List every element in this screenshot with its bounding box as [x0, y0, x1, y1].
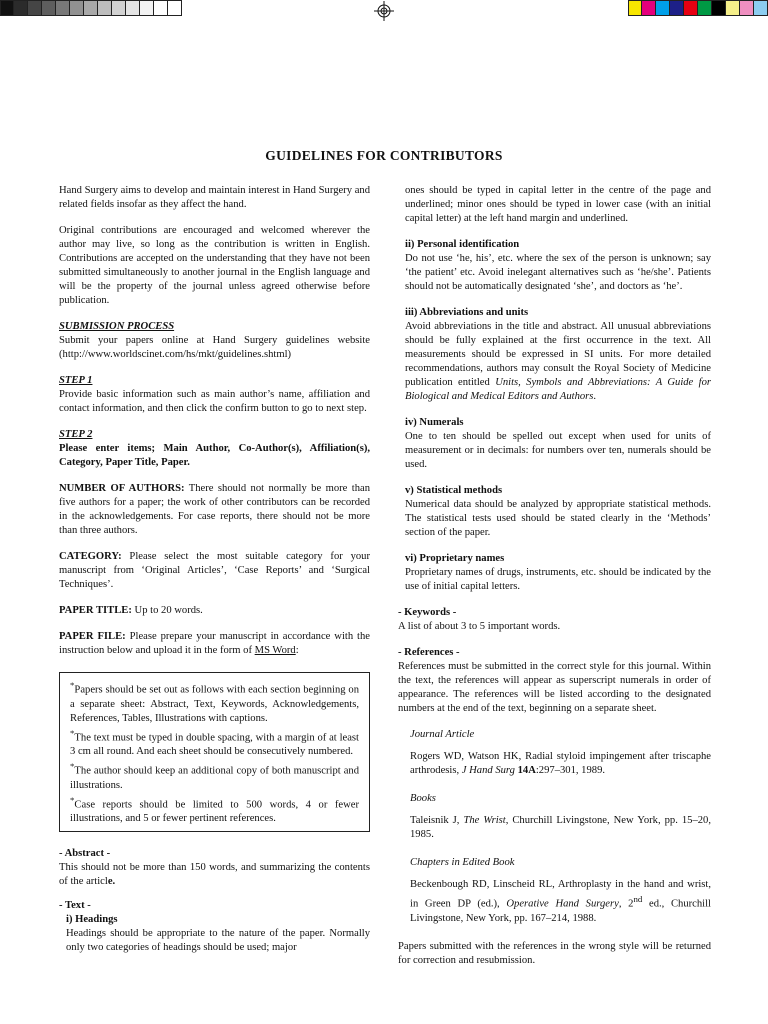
journal-article-example [410, 750, 711, 778]
color-swatch [642, 0, 656, 16]
step1-section [59, 374, 370, 416]
numerals-section [398, 416, 711, 472]
references-section [398, 646, 711, 716]
left-column [59, 184, 370, 955]
abstract-section [59, 847, 370, 889]
box-item [70, 793, 359, 827]
abbrev-heading: iii) Abbreviations and units [405, 307, 529, 318]
color-swatch [712, 0, 726, 16]
category-text: Please select the most suitable category for your manuscript from ‘Original Articles’, ‘Case Reports’ and ‘Surgical Techniques’. [59, 551, 370, 590]
box-bullet: * [70, 794, 75, 805]
stats-text: Numerical data should be analyzed by appropriate statistical methods. The statistical tests used should be stated clearly in the ‘Methods’ section of the paper. [405, 499, 711, 538]
gray-swatch [14, 0, 28, 16]
ref-book-title: The Wrist [463, 815, 506, 826]
ref-journal-name: J Hand Surg [461, 765, 515, 776]
step1-text: Provide basic information such as main author’s name, affiliation and contact information, and then click the confirm button to go to next step. [59, 389, 370, 414]
personal-section [398, 238, 711, 294]
names-heading: vi) Proprietary names [405, 553, 505, 564]
color-swatch [670, 0, 684, 16]
gray-swatch [0, 0, 14, 16]
step2-heading: STEP 2 [59, 429, 93, 440]
step2-section [59, 428, 370, 470]
gray-swatch [126, 0, 140, 16]
paper-file-text: Please prepare your manuscript in accordance with the instruction below and upload it in the form of [59, 631, 370, 656]
box-item-text: The text must be typed in double spacing, with a margin of at least 3 cm all round. And each sheet should be consecutively numbered. [70, 732, 359, 758]
references-text: References must be submitted in the correct style for this journal. Within the text, the references will appear as superscript numerals in order of appearance. The references will be listed according to the designated numbers at the end of the text, beginning on a separate sheet. [398, 661, 711, 714]
grayscale-calibration-bar [0, 0, 182, 16]
color-calibration-bar [628, 0, 768, 16]
abbrev-section [398, 306, 711, 404]
abbrev-text: Avoid abbreviations in the title and abstract. All unusual abbreviations should be fully explained at the first occurrence in the text. All measurements should be expressed in SI units. For more detailed recommendations, authors may consult the Royal Society of Medicine publication entitled [405, 321, 711, 388]
paper-file-section [59, 630, 370, 658]
intro-paragraph: Original contributions are encouraged and welcomed wherever the author may live, so long as the contribution is written in English. Contributions are accepted on the understanding that they have not been submitted simultaneously to another journal in the English language and will be the property of the journal unless agreed otherwise before publication. [59, 225, 370, 306]
gray-swatch [42, 0, 56, 16]
gray-swatch [140, 0, 154, 16]
abstract-heading: - Abstract - [59, 848, 111, 860]
ref-edition-suffix: nd [633, 894, 643, 904]
gray-swatch [98, 0, 112, 16]
authors-section [59, 482, 370, 538]
gray-swatch [28, 0, 42, 16]
paper-file-end: : [295, 645, 299, 656]
ref-publisher: ed., Churchill Livingstone, New York, pp. 167–214, 1988. [410, 898, 711, 924]
abstract-text: This should not be more than 150 words, and summarizing the contents of the articl [59, 862, 370, 888]
box-bullet: * [70, 727, 75, 738]
headings-continued: ones should be typed in capital letter in the centre of the page and underlined; minor ones should be typed in lower case (with an initial capital letter) at the left hand margin and underlined. [405, 185, 711, 224]
ref-text: Beckenbough RD, Linscheid RL, Arthroplasty in the hand and wrist, in Green DP (ed.), [410, 879, 711, 910]
paper-title-section [59, 604, 370, 618]
abbrev-italic: Units, Symbols and Abbreviations: A Guide for Biological and Medical Editors and Authors [405, 377, 711, 402]
gray-swatch [56, 0, 70, 16]
color-swatch [740, 0, 754, 16]
box-item [70, 726, 359, 760]
box-item-text: Case reports should be limited to 500 words, 4 or fewer illustrations, and 5 or fewer pertinent references. [70, 799, 359, 825]
ref-text: Rogers WD, Watson HK, Radial styloid impingement after triscaphe arthrodesis, [410, 751, 711, 776]
keywords-section [398, 606, 711, 634]
color-swatch [754, 0, 768, 16]
abbrev-end: . [593, 391, 597, 402]
step2-text: Please enter items; Main Author, Co-Author(s), Affiliation(s), Category, Paper Title, Paper. [59, 443, 370, 468]
text-section [59, 899, 370, 927]
box-bullet: * [70, 761, 75, 772]
step1-heading: STEP 1 [59, 375, 93, 386]
chapter-example [410, 878, 711, 926]
personal-text: Do not use ‘he, his’, etc. where the sex of the person is unknown; say ‘the patient’ etc. Avoid inelegant alternatives such as ‘he/she’. Patients should not be automatically designated ‘she’, and doctors as ‘he’. [405, 253, 711, 292]
box-item-text: Papers should be set out as follows with each section beginning on a separate sheet: Abstract, Text, Keywords, Acknowledgements, References, Tables, Illustrations with captions. [70, 684, 359, 724]
registration-mark-icon [374, 1, 394, 21]
paper-title-text: Up to 20 words. [131, 605, 203, 616]
abstract-text-end: e. [107, 876, 116, 888]
box-item [70, 759, 359, 793]
gray-swatch [84, 0, 98, 16]
authors-label: NUMBER OF AUTHORS: [59, 483, 185, 494]
submission-text: Submit your papers online at Hand Surgery guidelines website (http://www.worldscinet.com/hs/mkt/guidelines.shtml) [59, 335, 370, 360]
color-swatch [726, 0, 740, 16]
manuscript-requirements-box [59, 672, 370, 832]
ms-word-link: MS Word [254, 645, 296, 656]
book-example [410, 814, 711, 842]
stats-section [398, 484, 711, 540]
ref-text: Taleisnik J, [410, 815, 464, 826]
ref-volume: 14A [514, 765, 536, 776]
ref-publisher: , Churchill Livingstone, New York, pp. 15–20, 1985. [410, 815, 711, 840]
headings-text: Headings should be appropriate to the nature of the paper. Normally only two categories of headings should be used; major [66, 928, 370, 954]
box-item-text: The author should keep an additional copy of both manuscript and illustrations. [70, 765, 359, 791]
category-label: CATEGORY: [59, 551, 122, 562]
color-swatch [684, 0, 698, 16]
color-swatch [698, 0, 712, 16]
color-swatch [628, 0, 642, 16]
journal-article-label: Journal Article [410, 729, 475, 740]
ref-pages: :297–301, 1989. [535, 765, 606, 776]
chapters-label: Chapters in Edited Book [410, 857, 515, 868]
names-text: Proprietary names of drugs, instruments, etc. should be indicated by the use of initial capital letters. [405, 567, 711, 592]
paper-title-label: PAPER TITLE: [59, 605, 132, 616]
stats-heading: v) Statistical methods [405, 485, 503, 496]
box-item [70, 678, 359, 726]
personal-heading: ii) Personal identification [405, 239, 520, 250]
numerals-text: One to ten should be spelled out except when used for units of measurement or in decimals: for numbers over ten, numerals should be used. [405, 431, 711, 470]
paper-file-label: PAPER FILE: [59, 631, 126, 642]
intro-paragraph: Hand Surgery aims to develop and maintain interest in Hand Surgery and related fields insofar as they affect the hand. [59, 185, 370, 210]
page-title: GUIDELINES FOR CONTRIBUTORS [265, 148, 503, 163]
numerals-heading: iv) Numerals [405, 417, 464, 428]
color-swatch [656, 0, 670, 16]
text-heading: - Text - [59, 900, 91, 912]
references-heading: - References - [398, 647, 460, 658]
keywords-text: A list of about 3 to 5 important words. [398, 621, 561, 632]
names-section [398, 552, 711, 594]
ref-book-title: Operative Hand Surgery [506, 898, 619, 910]
gray-swatch [112, 0, 126, 16]
books-label: Books [410, 793, 436, 804]
closing-paragraph: Papers submitted with the references in the wrong style will be returned for correction and resubmission. [398, 940, 711, 966]
gray-swatch [154, 0, 168, 16]
ref-edition: , 2 [618, 898, 634, 910]
right-column [398, 184, 711, 980]
authors-text: There should not normally be more than five authors for a paper; the work of other contributors can be recorded in the acknowledgements. For case reports, there should not be more than three authors. [59, 483, 370, 536]
headings-heading: i) Headings [66, 914, 118, 926]
gray-swatch [70, 0, 84, 16]
box-bullet: * [70, 680, 75, 690]
submission-heading: SUBMISSION PROCESS [59, 321, 175, 332]
keywords-heading: - Keywords - [398, 607, 457, 618]
submission-section [59, 320, 370, 362]
gray-swatch [168, 0, 182, 16]
category-section [59, 550, 370, 592]
